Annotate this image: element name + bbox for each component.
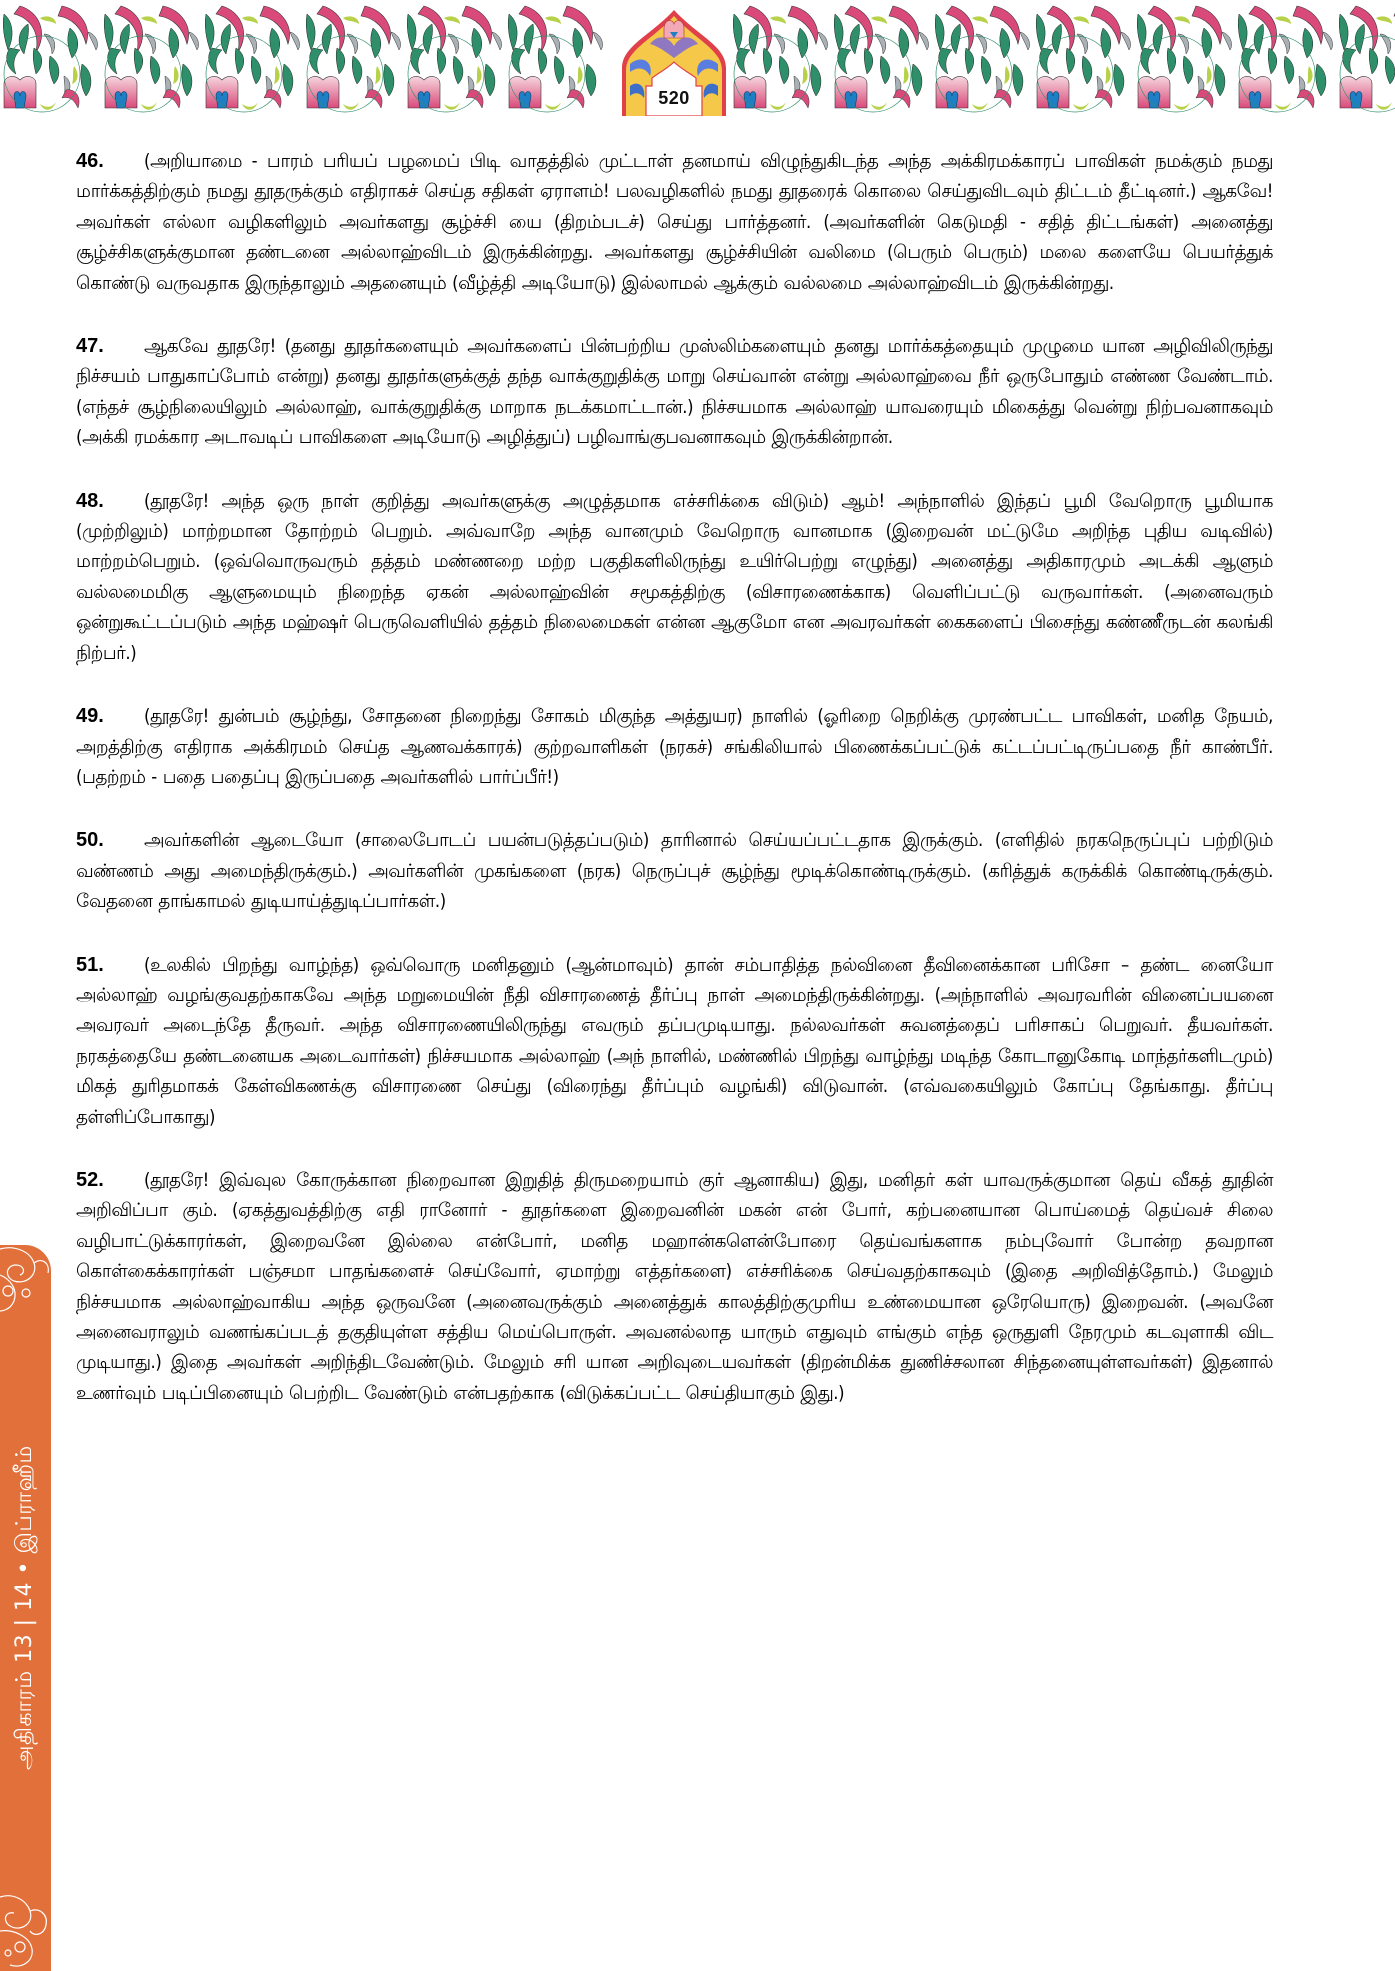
verse-commentary-body xyxy=(76,146,1273,1441)
verse-text: (உலகில் பிறந்து வாழ்ந்த) ஒவ்வொரு மனிதனும் (ஆன்மாவும்) தான் சம்பாதித்த நல்வினை தீவினைக்கான பரிசோ – தண்ட னையோ அல்லாஹ் வழங்குவதற்காகவே அந்த மறுமையின் நீதி விசாரணைத் தீர்ப்பு நாள் அமைந்திருக்கின்றது. (அந்நாளில் அவரவரின் வினைப்பயனை அவரவர் அடைந்தே தீருவர். அந்த விசாரணையிலிருந்து எவரும் தப்பமுடியாது. நல்லவர்கள் சுவனத்தைப் பரிசாகப் பெறுவர். தீயவர்கள். நரகத்தையே தண்டனையக அடைவார்கள்) நிச்சயமாக அல்லாஹ் (அந் நாளில், மண்ணில் பிறந்து வாழ்ந்து மடிந்த கோடானுகோடி மாந்தர்களிடமும்) மிகத் துரிதமாகக் கேள்விகணக்கு விசாரணை செய்து (விரைந்து தீர்ப்பும் வழங்கி) விடுவான். (எவ்வகையிலும் கோப்பு தேங்காது. தீர்ப்பு தள்ளிப்போகாது) xyxy=(76,954,1273,1128)
verse-text: (தூதரே! அந்த ஒரு நாள் குறித்து அவர்களுக்கு அழுத்தமாக எச்சரிக்கை விடும்) ஆம்! அந்நாளில் இந்தப் பூமி வேறொரு பூமியாக (முற்றிலும்) மாற்றமான தோற்றம் பெறும். அவ்வாறே அந்த வானமும் வேறொரு வானமாக (இறைவன் மட்டுமே அறிந்த புதிய வடிவில்) மாற்றம்பெறும். (ஒவ்வொருவரும் தத்தம் மண்ணறை மற்ற பகுதிகளிலிருந்து உயிர்பெற்று எழுந்து) அனைத்து அதிகாரமும் அடக்கி ஆளும் வல்லமைமிகு ஆளுமையும் நிறைந்த ஏகன் அல்லாஹ்வின் சமூகத்திற்கு (விசாரணைக்காக) வெளிப்பட்டு வருவார்கள். (அனைவரும் ஒன்றுகூட்டப்படும் அந்த மஹ்ஷர் பெருவெளியில் தத்தம் நிலைமைகள் என்ன ஆகுமோ என அவரவர்கள் கைகளைப் பிசைந்து கண்ணீருடன் கலங்கி நிற்பர்.) xyxy=(76,490,1273,664)
verse-number: 50. xyxy=(76,829,104,852)
chapter-side-label: அதிகாரம் 13 | 14 • இப்ராஹீம் xyxy=(12,1445,37,1770)
verse-paragraph-51 xyxy=(76,950,1273,1133)
verse-number: 46. xyxy=(76,150,104,172)
lace-ornament-icon xyxy=(0,1245,51,1325)
verse-paragraph-50 xyxy=(76,825,1273,917)
verse-text: ஆகவே தூதரே! (தனது தூதர்களையும் அவர்களைப் பின்பற்றிய முஸ்லிம்களையும் தனது மார்க்கத்தையும் முழுமை யான அழிவிலிருந்து நிச்சயம் பாதுகாப்போம் என்று) தனது தூதர்களுக்குத் தந்த வாக்குறுதிக்கு மாறு செய்வான் என்று அல்லாஹ்வை நீர் ஒருபோதும் எண்ண வேண்டாம். (எந்தச் சூழ்நிலையிலும் அல்லாஹ், வாக்குறுதிக்கு மாறாக நடக்கமாட்டான்.) நிச்சயமாக அல்லாஹ் யாவரையும் மிகைத்து வென்று நிற்பவனாகவும் (அக்கி ரமக்கார அடாவடிப் பாவிகளை அடியோடு அழித்துப்) பழிவாங்குபவனாகவும் இருக்கின்றான். xyxy=(76,336,1273,449)
verse-paragraph-52 xyxy=(76,1165,1273,1409)
verse-paragraph-48 xyxy=(76,486,1273,669)
verse-paragraph-49 xyxy=(76,701,1273,793)
verse-paragraph-47 xyxy=(76,331,1273,454)
verse-paragraph-46 xyxy=(76,146,1273,299)
verse-number: 48. xyxy=(76,489,104,512)
verse-number: 52. xyxy=(76,1168,104,1191)
page-number: 520 xyxy=(658,88,690,108)
verse-text: (தூதரே! இவ்வுல கோருக்கான நிறைவான இறுதித் திருமறையாம் குர் ஆனாகிய) இது, மனிதர் கள் யாவருக்குமான தெய் வீகத் தூதின் அறிவிப்பா கும். (ஏகத்துவத்திற்கு எதி ரானோர் - தூதர்களை இறைவனின் மகன் என் போர், கற்பனையான பொய்மைத் தெய்வச் சிலை வழிபாட்டுக்காரர்கள், இறைவனே இல்லை என்போர், மனித மஹான்களென்போரை தெய்வங்களாக நம்புவோர் போன்ற தவறான கொள்கைக்காரர்கள் பஞ்சமா பாதங்களைச் செய்வோர், ஏமாற்று எத்தர்களை) எச்சரிக்கை செய்வதற்காகவும் (இதை அறிவித்தோம்.) மேலும் நிச்சயமாக அல்லாஹ்வாகிய அந்த ஒருவனே (அனைவருக்கும் அனைத்துக் காலத்திற்குமுரிய உண்மையான ஒரேயொரு) இறைவன். (அவனே அனைவராலும் வணங்கப்படத் தகுதியுள்ள சத்திய மெய்பொருள். அவனல்லாத யாரும் எதுவும் எங்கும் எந்த ஒருதுளி நேரமும் கடவுளாகி விட முடியாது.) இதை அவர்கள் அறிந்திடவேண்டும். மேலும் சரி யான அறிவுடையவர்கள் (திறன்மிக்க துணிச்சலான சிந்தனையுள்ளவர்கள்) இதனால் உணர்வும் படிப்பினையும் பெற்றிட வேண்டும் என்பதற்காக (விடுக்கப்பட்ட செய்தியாகும் இது.) xyxy=(76,1169,1273,1404)
verse-number: 49. xyxy=(76,705,104,728)
verse-number: 47. xyxy=(76,335,104,358)
verse-text: (தூதரே! துன்பம் சூழ்ந்து, சோதனை நிறைந்து சோகம் மிகுந்த அத்துயர) நாளில் (ஓரிறை நெறிக்கு முரண்பட்ட பாவிகள், மனித நேயம், அறத்திற்கு எதிராக அக்கிரமம் செய்த ஆணவக்காரக்) குற்றவாளிகள் (நரகச்) சங்கிலியால் பிணைக்கப்பட்டுக் கட்டப்பட்டிருப்பதை நீர் காண்பீர். (பதற்றம் - பதை பதைப்பு இருப்பதை அவர்களில் பார்ப்பீர்!) xyxy=(76,706,1273,788)
verse-text: (அறியாமை - பாரம் பரியப் பழமைப் பிடி வாதத்தில் முட்டாள் தனமாய் விழுந்துகிடந்த அந்த அக்கிரமக்காரப் பாவிகள் நமக்கும் நமது மார்க்கத்திற்கும் நமது தூதருக்கும் எதிராகச் செய்த சதிகள் ஏராளம்! பலவழிகளில் நமது தூதரைக் கொலை செய்துவிடவும் திட்டம் தீட்டினர்.) ஆகவே! அவர்கள் எல்லா வழிகளிலும் அவர்களது சூழ்ச்சி யை (திறம்படச்) செய்து பார்த்தனர். (அவர்களின் கெடுமதி - சதித் திட்டங்கள்) அனைத்து சூழ்ச்சிகளுக்குமான தண்டனை அல்லாஹ்விடம் இருக்கின்றது. அவர்களது சூழ்ச்சியின் வலிமை (பெரும் பெரும்) மலை களையே பெயர்த்துக் கொண்டு வருவதாக இருந்தாலும் அதனையும் (வீழ்த்தி அடியோடு) இல்லாமல் ஆக்கும் வல்லமை அல்லாஹ்விடம் இருக்கின்றது. xyxy=(76,151,1273,294)
lace-ornament-icon xyxy=(0,1891,51,1971)
verse-number: 51. xyxy=(76,953,104,976)
verse-text: அவர்களின் ஆடையோ (சாலைபோடப் பயன்படுத்தப்படும்) தாரினால் செய்யப்பட்டதாக இருக்கும். (எளிதில் நரகநெருப்புப் பற்றிடும் வண்ணம் அது அமைந்திருக்கும்.) அவர்களின் முகங்களை (நரக) நெருப்புச் சூழ்ந்து மூடிக்கொண்டிருக்கும். (கரித்துக் கருக்கிக் கொண்டிருக்கும். வேதனை தாங்காமல் துடியாய்த்துடிப்பார்கள்.) xyxy=(76,830,1273,913)
